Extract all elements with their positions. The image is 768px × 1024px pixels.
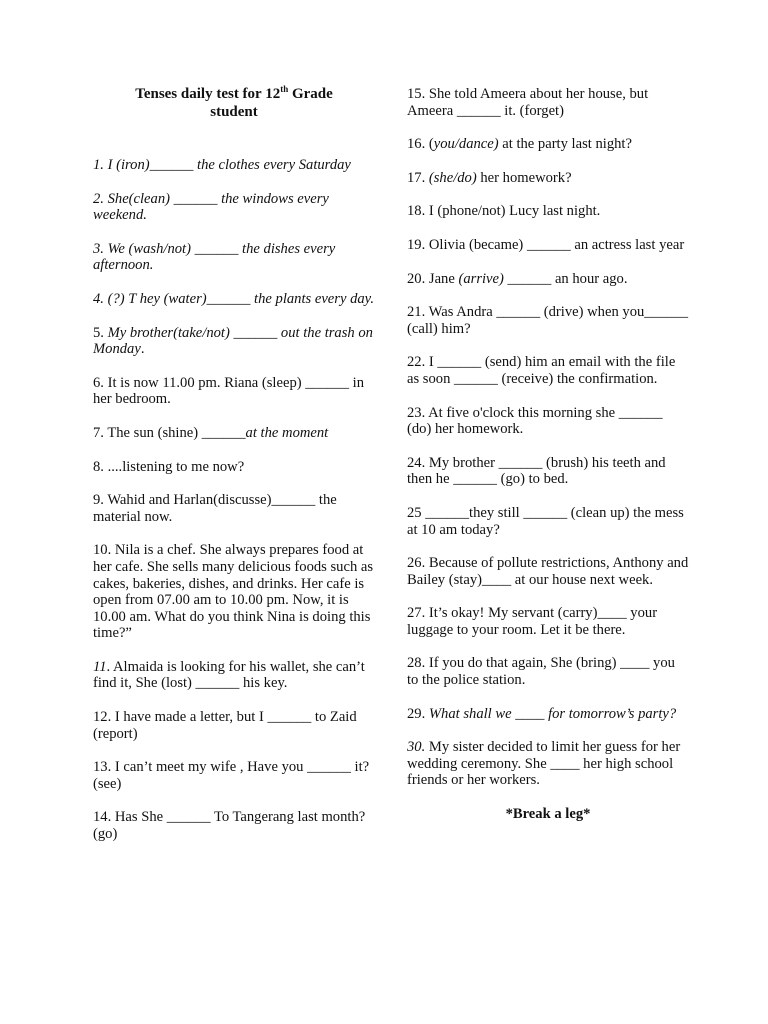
question-6 xyxy=(93,375,375,408)
page-title xyxy=(93,86,375,121)
question-text: at the party last night? xyxy=(498,136,632,153)
question-text: 27. It’s okay! My servant (carry)____ your luggage to your room. Let it be there. xyxy=(407,605,658,638)
question-text: 4. (?) T hey (water)______ the plants every day. xyxy=(93,290,375,307)
question-12 xyxy=(93,709,375,742)
question-30 xyxy=(407,739,689,789)
question-text: 19. Olivia (became) ______ an actress last year xyxy=(407,236,685,253)
question-text: 12. I have made a letter, but I ______ to Zaid (report) xyxy=(93,709,357,742)
right-column xyxy=(407,86,689,823)
question-24 xyxy=(407,455,689,488)
question-8 xyxy=(93,459,375,476)
question-text: 25 ______they still ______ (clean up) the mess at 10 am today? xyxy=(407,504,684,538)
question-text: 20. Jane xyxy=(407,270,459,287)
question-text: 24. My brother ______ (brush) his teeth and then he ______ (go) to bed. xyxy=(407,454,666,488)
question-text: My brother(take/not) ______ out the trash on Monday xyxy=(93,324,373,358)
question-text: 11 xyxy=(93,658,107,675)
question-text: (she/do) xyxy=(428,169,477,186)
question-text: (arrive) xyxy=(458,270,504,287)
question-5 xyxy=(93,325,375,358)
question-10 xyxy=(93,542,375,642)
left-column xyxy=(93,86,375,860)
question-list-left xyxy=(93,157,375,843)
question-29 xyxy=(407,706,689,723)
title-superscript: th xyxy=(280,84,289,94)
title-line-2: student xyxy=(210,103,258,120)
question-text: 30. xyxy=(407,739,426,756)
question-text: 3. We (wash/not) ______ the dishes every afternoon. xyxy=(93,240,336,274)
question-text: 5. xyxy=(93,324,108,341)
question-11 xyxy=(93,659,375,692)
question-text: ______ an hour ago. xyxy=(503,270,628,287)
question-14 xyxy=(93,809,375,842)
question-text: 7. The sun (shine) ______ xyxy=(93,424,246,441)
question-21 xyxy=(407,304,689,337)
question-text: 22. I ______ (send) him an email with the file as soon ______ (receive) the confirmation. xyxy=(407,354,676,387)
question-2 xyxy=(93,191,375,224)
question-text: My sister decided to limit her guess for her wedding ceremony. She ____ her high school friends or her workers. xyxy=(407,739,681,789)
question-27 xyxy=(407,605,689,638)
question-17 xyxy=(407,170,689,187)
question-18 xyxy=(407,203,689,220)
question-text: . Almaida is looking for his wallet, she can’t find it, She (lost) ______ his key. xyxy=(93,658,365,692)
question-15 xyxy=(407,86,689,119)
question-text: 1. I (iron)______ the clothes every Saturday xyxy=(93,157,351,173)
question-16 xyxy=(407,136,689,153)
question-22 xyxy=(407,354,689,387)
question-text: her homework? xyxy=(476,169,572,186)
question-text: 2. She(clean) ______ the windows every weekend. xyxy=(93,190,329,224)
question-text: 23. At five o'clock this morning she ______ (do) her homework. xyxy=(407,404,663,438)
question-text: 9. Wahid and Harlan(discusse)______ the material now. xyxy=(93,492,337,525)
question-7 xyxy=(93,425,375,442)
question-text: 10. Nila is a chef. She always prepares food at her cafe. She sells many delicious foods such as cakes, bakeries, dishes, and drinks. Her cafe is open from 07.00 am to 10.00 pm. Now, it is 10.00 am. What do you think Nina is doing this time?” xyxy=(93,542,374,642)
question-3 xyxy=(93,241,375,274)
question-26 xyxy=(407,555,689,588)
title-text: Tenses daily test for 12 xyxy=(135,86,281,102)
question-19 xyxy=(407,237,689,254)
question-text: 14. Has She ______ To Tangerang last month? (go) xyxy=(93,809,366,843)
question-text: What shall we ____ for tomorrow’s party? xyxy=(428,705,677,722)
question-text: 17. xyxy=(407,169,429,186)
question-4 xyxy=(93,291,375,308)
question-text: 18. I (phone/not) Lucy last night. xyxy=(407,203,601,220)
closing-text: *Break a leg* xyxy=(505,806,591,823)
question-text: 13. I can’t meet my wife , Have you ______ it? (see) xyxy=(93,759,370,792)
question-text: at the moment xyxy=(245,424,329,441)
question-text: 15. She told Ameera about her house, but Ameera ______ it. (forget) xyxy=(407,86,649,119)
question-list-right xyxy=(407,86,689,789)
question-text: you/dance) xyxy=(433,136,499,153)
question-text: 29. xyxy=(407,705,429,722)
question-9 xyxy=(93,492,375,525)
question-1 xyxy=(93,157,375,174)
question-text: 8. ....listening to me now? xyxy=(93,458,245,475)
title-text-cont: Grade xyxy=(288,86,333,102)
question-25 xyxy=(407,505,689,538)
question-text: 6. It is now 11.00 pm. Riana (sleep) ______ in her bedroom. xyxy=(93,374,365,408)
question-13 xyxy=(93,759,375,792)
question-text: 21. Was Andra ______ (drive) when you______ (call) him? xyxy=(407,304,689,337)
question-text: . xyxy=(140,341,145,358)
question-20 xyxy=(407,271,689,288)
question-text: 26. Because of pollute restrictions, Anthony and Bailey (stay)____ at our house next week. xyxy=(407,555,689,588)
question-text: 28. If you do that again, She (bring) ____ you to the police station. xyxy=(407,655,675,689)
question-text: 16. ( xyxy=(407,136,434,153)
question-28 xyxy=(407,655,689,688)
question-23 xyxy=(407,405,689,438)
